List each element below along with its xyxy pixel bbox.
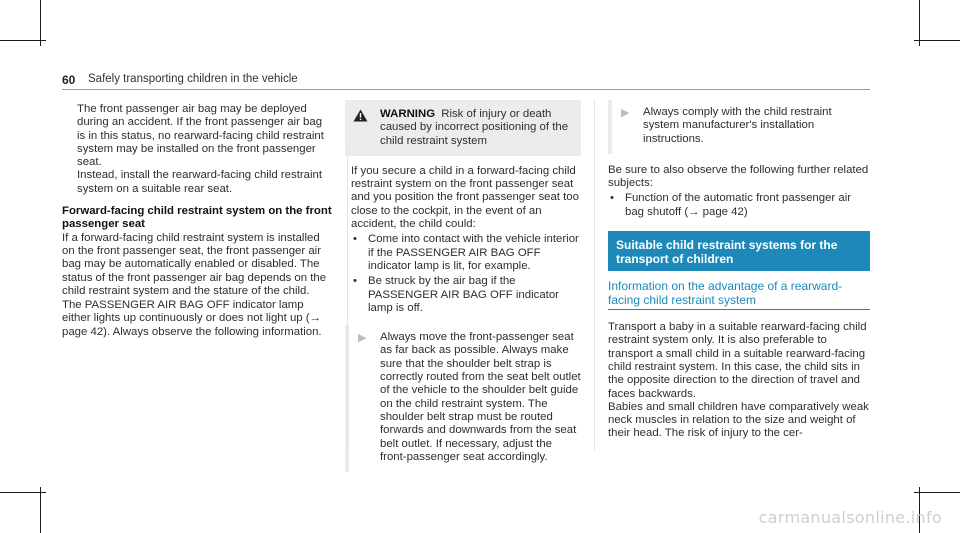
crop-mark (40, 0, 41, 46)
bullet-dot: • (610, 192, 614, 205)
list-item (351, 233, 581, 273)
note-arrow-icon: ▶ (358, 332, 367, 345)
bullet-dot: • (353, 275, 357, 288)
note-box (345, 325, 581, 472)
warning-title: WARNING (380, 108, 436, 120)
paragraph: If a forward-facing child restraint system is installed on the front passenger seat, the front passenger air bag may be automatically enabled or disabled. The status of the front passenger air bag depends on the child restraint system and the stature of the child. (62, 231, 327, 297)
column-divider (594, 100, 595, 450)
note-text: Always move the front-passenger seat as far back as possible. Always make sure that the shoulder belt strap is correctly routed from the seat belt outlet of the vehicle to the shoulder belt guide on the child restraint system. The shoulder belt strap must be routed forwards and downwards from the seat belt outlet. If necessary, adjust the front-passenger seat accordingly. (380, 331, 581, 463)
paragraph: The front passenger air bag may be deployed during an accident. If the front passenger air bag is in this status, no rearward-facing child restraint system may be installed on the front passenger seat. (77, 103, 324, 169)
paragraph: The PASSENGER AIR BAG OFF indicator lamp either lights up continuously or does not light up (→ page 42). Always observe the following information. (62, 299, 322, 338)
list-item-text: Function of the automatic front passenger air bag shutoff (→ page 42) (625, 192, 852, 218)
note-text: Always comply with the child restraint system manufacturer's installation instructions. (643, 106, 832, 145)
crop-mark (919, 0, 920, 46)
crop-mark (40, 487, 41, 533)
warning-box (345, 100, 581, 156)
warning-triangle-icon (353, 108, 371, 148)
page-header (62, 73, 870, 90)
warning-text: Risk of injury or death caused by incorrect positioning of the child restraint system (380, 108, 569, 147)
note-arrow-icon: ▶ (621, 107, 630, 119)
bullet-dot: • (353, 233, 357, 246)
column-middle (345, 100, 581, 472)
subheading: Forward-facing child restraint system on the front passenger seat (62, 205, 332, 231)
section-heading: Suitable child restraint systems for the transport of children (608, 231, 870, 271)
list-item (608, 192, 870, 219)
watermark: carmanualsonline.info (758, 508, 942, 527)
warning-body (345, 156, 581, 315)
list-item-text: Be struck by the air bag if the PASSENGER AIR BAG OFF indicator lamp is off. (368, 275, 559, 314)
subsection-heading: Information on the advantage of a rearward-facing child restraint system (608, 279, 843, 308)
list-item (351, 275, 581, 315)
paragraph: Be sure to also observe the following further related subjects: (608, 163, 869, 190)
subsection-rule (608, 309, 870, 310)
column-left (62, 103, 332, 339)
crop-mark (914, 40, 960, 41)
paragraph: Transport a baby in a suitable rearward-facing child restraint system only. It is also preferable to transport a small child in a suitable rearward-facing child restraint system. In this case, the child sits in the opposite direction to the direction of travel and faces backwards. (608, 321, 867, 400)
running-title: Safely transporting children in the vehicle (88, 73, 298, 85)
list-item-text: Come into contact with the vehicle interior if the PASSENGER AIR BAG OFF indicator lamp is lit, for example. (368, 233, 579, 272)
paragraph: Babies and small children have comparatively weak neck muscles in relation to the size and weight of their head. The risk of injury to the cer- (608, 400, 869, 440)
paragraph: Instead, install the rearward-facing child restraint system on a suitable rear seat. (77, 169, 323, 195)
column-right (608, 100, 870, 441)
crop-mark (914, 492, 960, 493)
warning-content (371, 108, 573, 148)
page-number: 60 (62, 73, 76, 87)
column-divider (347, 150, 348, 450)
header-divider (62, 89, 870, 90)
note-box (608, 100, 870, 154)
paragraph: If you secure a child in a forward-facing child restraint system on the front passenger seat and you position the front passenger seat too close to the cockpit, in the event of an accident, the child could: (351, 164, 579, 231)
